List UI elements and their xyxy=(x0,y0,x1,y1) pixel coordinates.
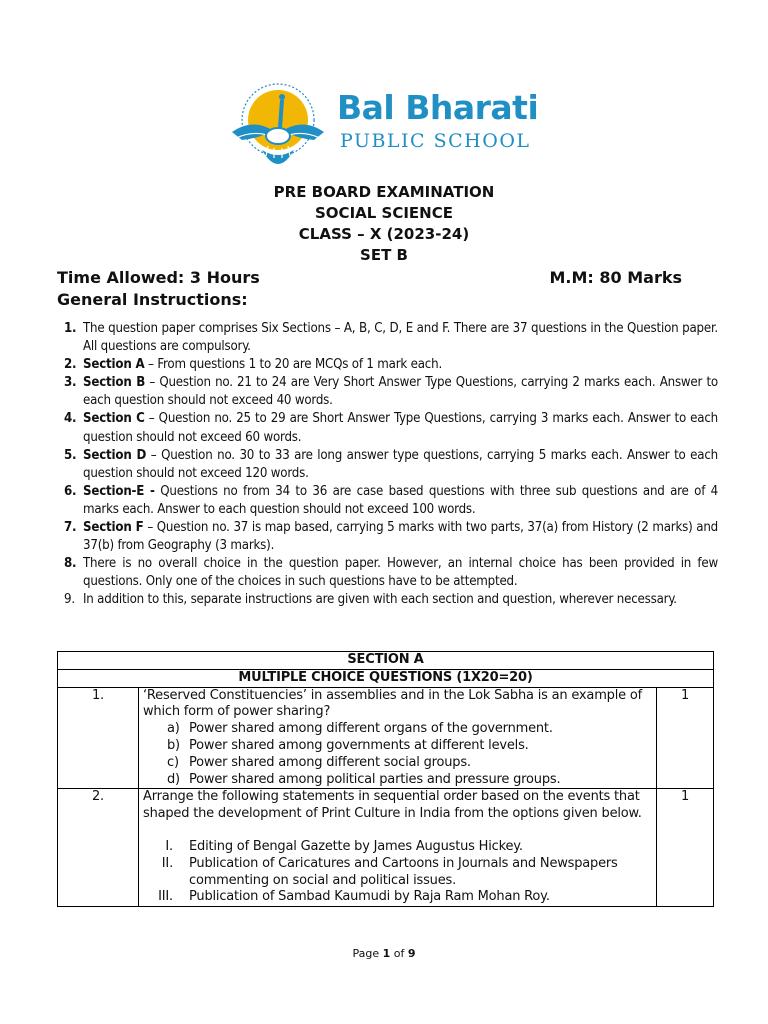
statement-text: Publication of Sambad Kaumudi by Raja Ram Mohan Roy. xyxy=(189,889,550,905)
school-emblem-icon xyxy=(222,80,334,170)
question-marks: 1 xyxy=(657,789,714,907)
instruction-item xyxy=(64,447,718,483)
section-subtitle-row xyxy=(58,669,714,687)
max-marks: M.M: 80 Marks xyxy=(549,268,682,287)
statement-text: Publication of Caricatures and Cartoons in Journals and Newspapers commenting on social and political issues. xyxy=(189,855,618,888)
question-number: 1. xyxy=(58,687,139,789)
question-marks: 1 xyxy=(657,687,714,789)
instruction-label: Section-E - xyxy=(83,483,155,499)
option-text: Power shared among governments at different levels. xyxy=(189,737,529,753)
statement-text: Editing of Bengal Gazette by James Augustus Hickey. xyxy=(189,838,523,854)
instruction-number: 6. xyxy=(64,483,77,499)
school-subtitle: PUBLIC SCHOOL xyxy=(340,130,531,152)
instruction-item xyxy=(64,410,718,446)
general-instructions-heading: General Instructions: xyxy=(57,290,248,309)
spacer xyxy=(143,823,652,839)
instruction-label: Section B xyxy=(83,375,146,391)
instruction-text: Questions no from 34 to 36 are case based questions with three sub questions and are of 4 marks each. Answer to each question should not exceed 100 words. xyxy=(83,483,718,517)
exam-heading xyxy=(0,182,768,266)
subject-title: SOCIAL SCIENCE xyxy=(315,204,453,222)
instructions-list xyxy=(64,320,718,610)
question-body xyxy=(139,789,657,907)
current-page: 1 xyxy=(382,947,391,960)
instruction-number: 1. xyxy=(64,321,77,336)
instruction-label: Section C xyxy=(83,411,145,427)
statement-item xyxy=(143,839,652,856)
time-allowed: Time Allowed: 3 Hours xyxy=(57,268,260,287)
statement-label: I. xyxy=(165,838,173,854)
set-title: SET B xyxy=(360,246,408,264)
option-item xyxy=(167,738,652,755)
instruction-item xyxy=(64,356,718,374)
school-logo xyxy=(222,80,542,170)
class-title: CLASS – X (2023-24) xyxy=(298,225,470,243)
instruction-text: There is no overall choice in the question paper. However, an internal choice has been provided in few questions. Only one of the choices in such questions have to be attempted. xyxy=(83,556,718,590)
instruction-number: 2. xyxy=(64,357,77,373)
exam-title: PRE BOARD EXAMINATION xyxy=(273,183,495,201)
instruction-number: 8. xyxy=(64,556,77,572)
statement-label: II. xyxy=(161,855,173,871)
instruction-item xyxy=(64,374,718,410)
option-label: c) xyxy=(167,754,179,770)
instruction-label: Section A xyxy=(83,357,145,373)
instruction-item xyxy=(64,320,718,356)
question-text: ‘Reserved Constituencies’ in assemblies and in the Lok Sabha is an example of which form of power sharing? xyxy=(143,687,642,720)
section-subtitle: MULTIPLE CHOICE QUESTIONS (1X20=20) xyxy=(58,669,714,687)
instruction-text: – Question no. 25 to 29 are Short Answer Type Questions, carrying 3 marks each. Answer to each question should not exceed 60 words. xyxy=(83,411,718,445)
instruction-label: Section D xyxy=(83,447,147,463)
statement-label: III. xyxy=(158,889,173,905)
instruction-number: 7. xyxy=(64,520,77,536)
section-title: SECTION A xyxy=(58,652,714,670)
question-number: 2. xyxy=(58,789,139,907)
instruction-text: – Question no. 30 to 33 are long answer type questions, carrying 5 marks each. Answer to each question should not exceed 120 words. xyxy=(83,447,718,481)
statements-list xyxy=(143,839,652,906)
footer-of: of xyxy=(390,947,408,960)
page-footer xyxy=(0,947,768,960)
instruction-number: 5. xyxy=(64,447,77,463)
instruction-text: – From questions 1 to 20 are MCQs of 1 mark each. xyxy=(144,357,443,373)
instruction-label: Section F xyxy=(83,520,144,536)
instruction-item xyxy=(64,483,718,519)
option-label: b) xyxy=(167,737,180,753)
instruction-text: – Question no. 21 to 24 are Very Short Answer Type Questions, carrying 2 marks each. Answer to each question should not exceed 40 words. xyxy=(83,375,718,409)
total-pages: 9 xyxy=(407,947,416,960)
section-title-row xyxy=(58,652,714,670)
footer-prefix: Page xyxy=(352,947,383,960)
question-row xyxy=(58,687,714,789)
options-list xyxy=(143,721,652,788)
question-table xyxy=(57,651,714,907)
instruction-item xyxy=(64,555,718,591)
option-item xyxy=(167,772,652,789)
instruction-number: 4. xyxy=(64,411,77,427)
option-label: d) xyxy=(167,771,180,787)
instruction-number: 9. xyxy=(64,592,75,608)
question-text: Arrange the following statements in sequential order based on the events that shaped the development of Print Culture in India from the options given below. xyxy=(143,789,642,822)
option-text: Power shared among political parties and pressure groups. xyxy=(189,771,561,787)
instruction-number: 3. xyxy=(64,375,77,391)
question-row xyxy=(58,789,714,907)
instruction-item xyxy=(64,519,718,555)
option-label: a) xyxy=(167,721,180,737)
statement-item xyxy=(143,889,652,906)
instruction-text: The question paper comprises Six Sections – A, B, C, D, E and F. There are 37 questions in the Question paper. All questions are compulsory. xyxy=(83,321,718,355)
statement-item xyxy=(143,856,652,890)
option-item xyxy=(167,755,652,772)
instruction-text: – Question no. 37 is map based, carrying 5 marks with two parts, 37(a) from History (2 marks) and 37(b) from Geography (3 marks). xyxy=(83,520,718,554)
question-body xyxy=(139,687,657,789)
instruction-item xyxy=(64,591,718,609)
option-item xyxy=(167,721,652,738)
option-text: Power shared among different organs of the government. xyxy=(189,721,553,737)
instruction-text: In addition to this, separate instructions are given with each section and question, wherever necessary. xyxy=(83,592,677,608)
option-text: Power shared among different social groups. xyxy=(189,754,471,770)
school-name: Bal Bharati xyxy=(337,88,539,127)
